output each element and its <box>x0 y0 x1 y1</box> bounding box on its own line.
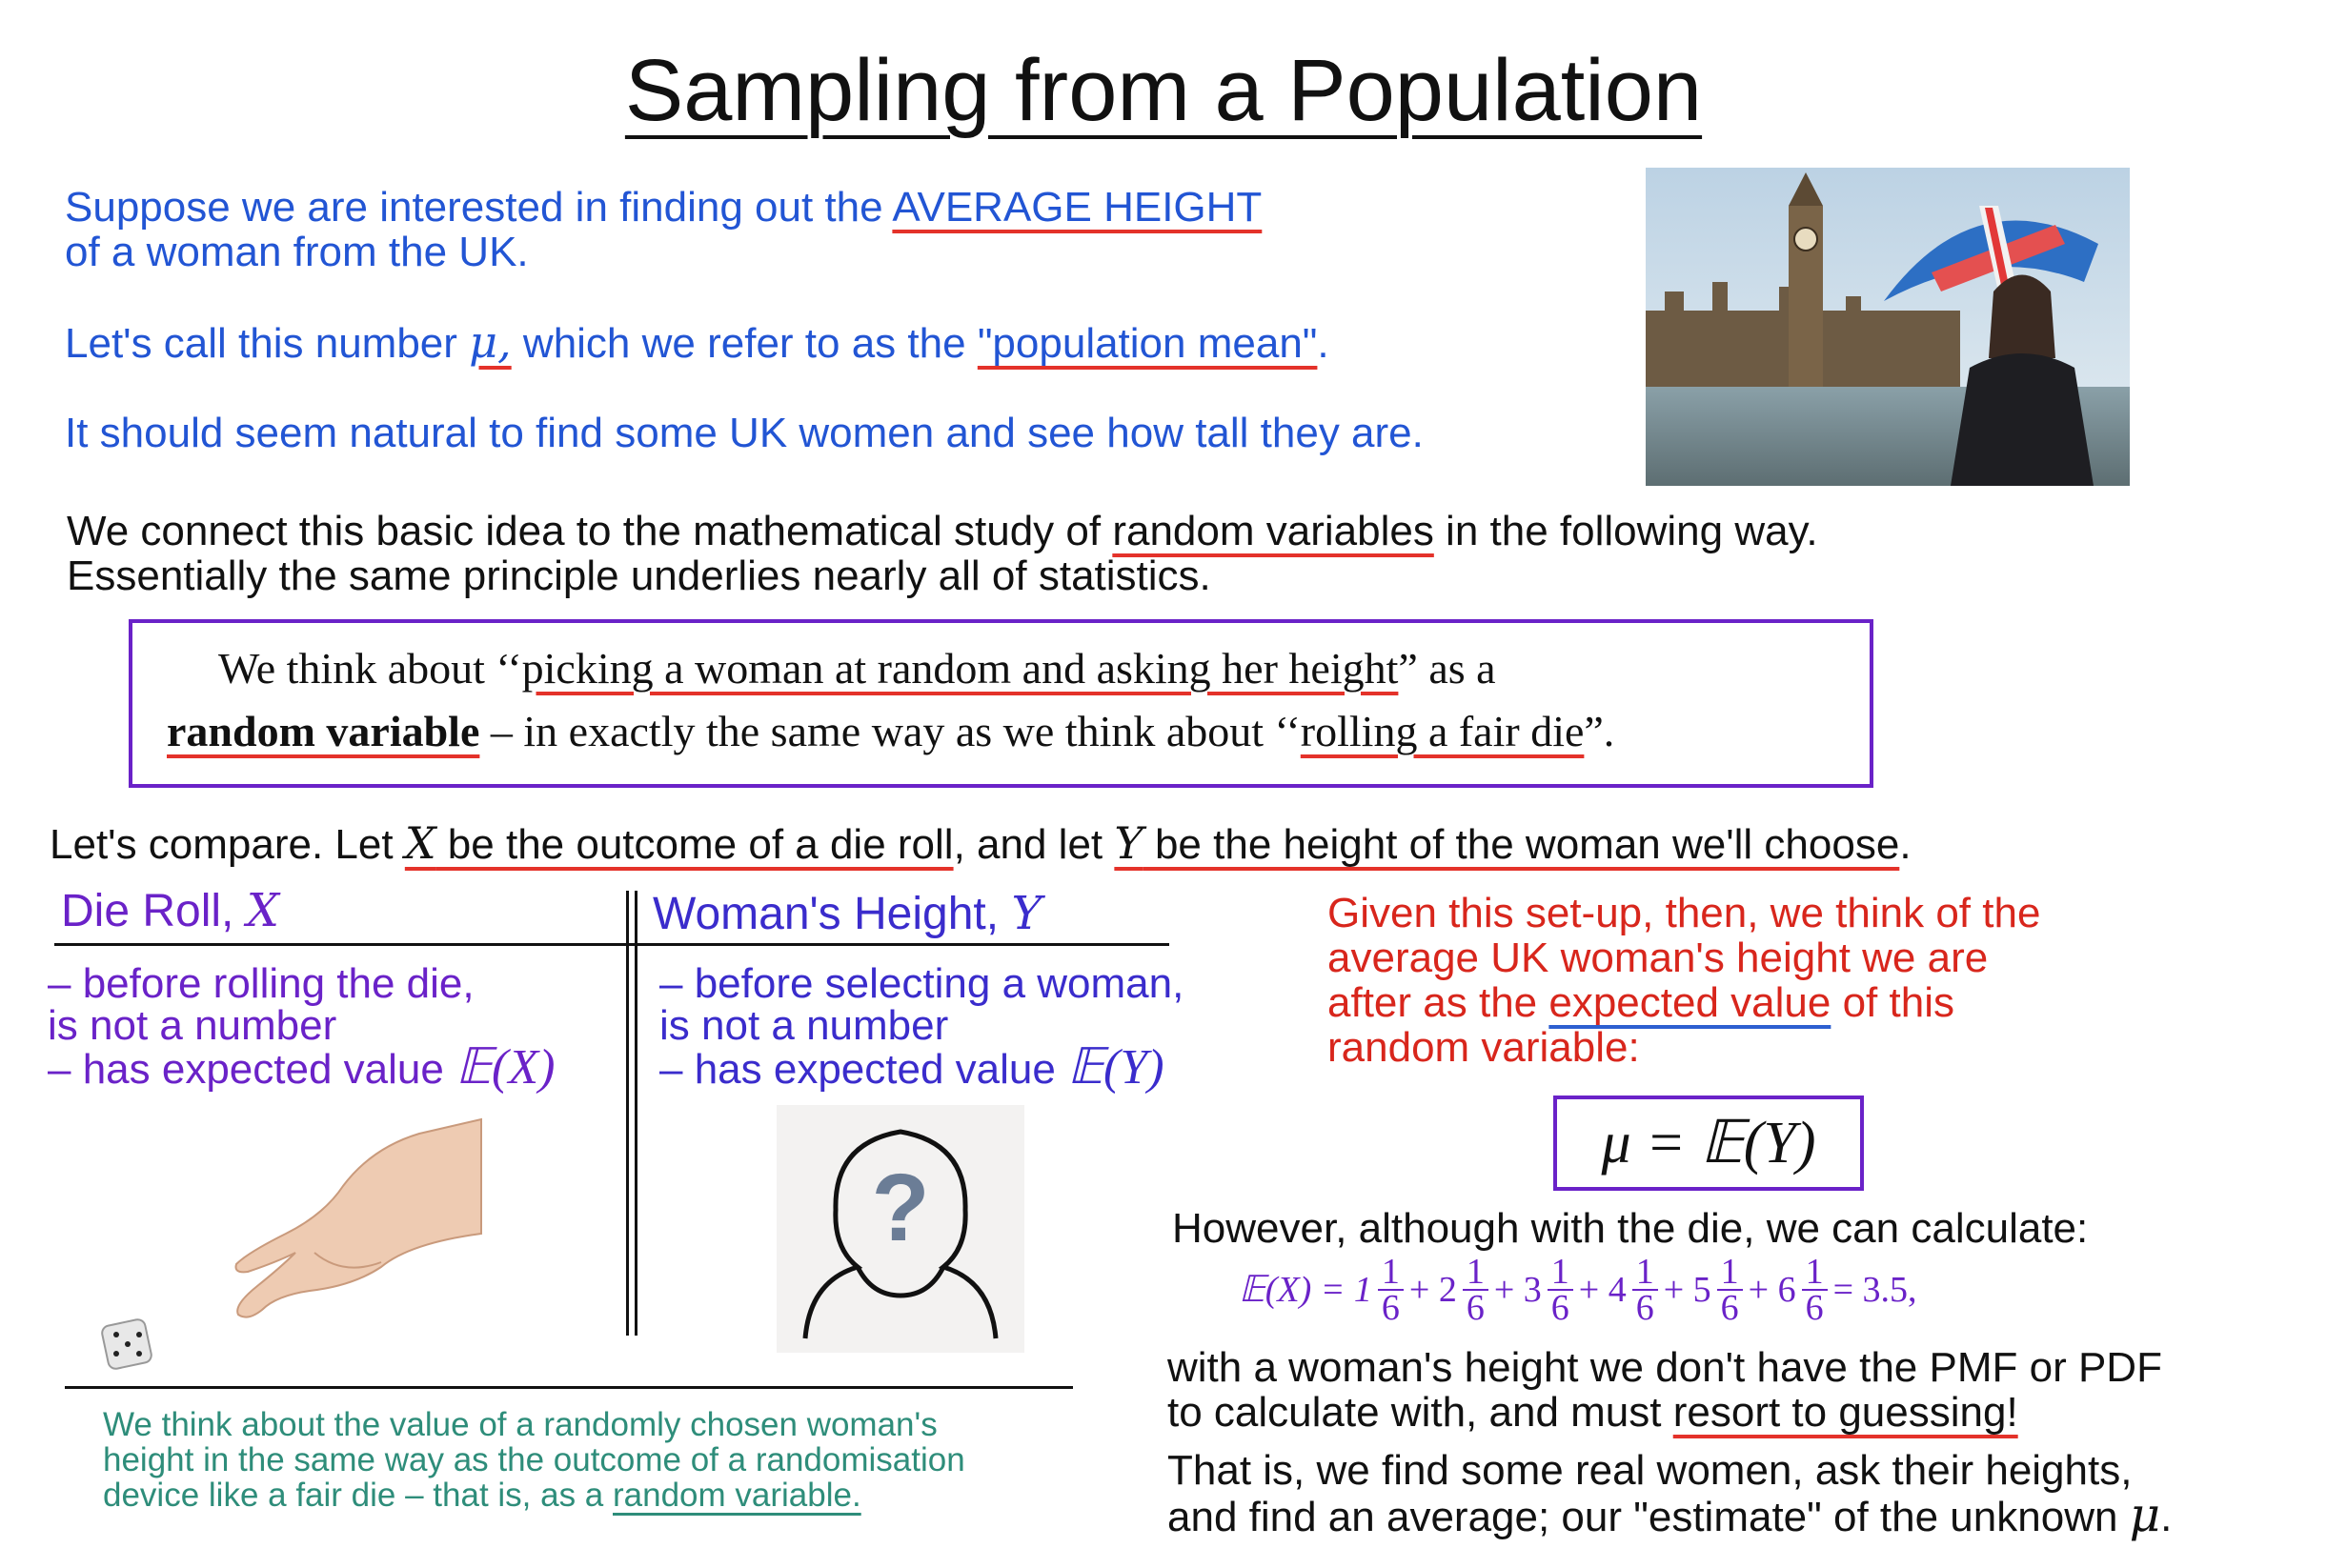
frac-6-6: $\frac{1}{6}$ <box>1802 1255 1828 1325</box>
hand-throwing-die <box>95 1110 496 1377</box>
average-height-highlight: AVERAGE HEIGHT <box>892 184 1263 231</box>
table-double-divider-b <box>635 891 637 1336</box>
population-mean-highlight: "population mean" <box>977 320 1318 367</box>
frac-5-6: $\frac{1}{6}$ <box>1717 1255 1743 1325</box>
rolling-die-highlight: rolling a fair die <box>1300 707 1585 755</box>
woman-silhouette-icon <box>777 1105 1024 1353</box>
frac-3-6: $\frac{1}{6}$ <box>1548 1255 1573 1325</box>
compare-line: Let's compare. Let X be the outcome of a die roll, and let Y be the height of the woman we'll choose. <box>50 817 1912 869</box>
random-variable-bold: random variable <box>167 707 480 755</box>
table-bottom-rule <box>65 1386 1073 1389</box>
die-roll-heading: Die Roll, X <box>61 884 279 937</box>
page-title: Sampling from a Population <box>624 42 1703 139</box>
however-line-5: and find an average; our "estimate" of the unknown μ. <box>1167 1487 2173 1542</box>
frac-4-6: $\frac{1}{6}$ <box>1632 1255 1658 1325</box>
london-umbrella-image <box>1646 168 2130 486</box>
expected-value-highlight: expected value <box>1548 979 1831 1026</box>
y-definition-highlight: Y be the height of the woman we'll choose <box>1114 817 1900 869</box>
mu-symbol: μ, <box>469 316 512 368</box>
right-line-2: is not a number <box>659 1002 949 1049</box>
however-line-2: with a woman's height we don't have the PMF or PDF <box>1167 1344 2162 1391</box>
however-line-3: to calculate with, and must resort to guessing! <box>1167 1389 2018 1436</box>
right-line-1: – before selecting a woman, <box>659 960 1184 1007</box>
given-line-3: after as the expected value of this <box>1327 979 1954 1026</box>
table-double-divider-a <box>626 891 629 1336</box>
ey-expected-value: 𝔼(Y) <box>1067 1040 1164 1095</box>
die-icon <box>101 1318 153 1371</box>
intro-line-4: It should seem natural to find some UK women and see how tall they are. <box>65 410 1424 456</box>
mu-formula-box <box>1553 1096 1864 1191</box>
footer-line-1: We think about the value of a randomly chosen woman's <box>103 1406 938 1443</box>
intro-line-3: Let's call this number μ, which we refer to as the "population mean". <box>65 316 1329 368</box>
left-line-2: is not a number <box>48 1002 337 1049</box>
left-line-3: – has expected value 𝔼(X) <box>48 1040 556 1095</box>
x-definition-highlight: X be the outcome of a die roll <box>404 817 954 869</box>
ex-expected-value: 𝔼(X) <box>455 1040 556 1095</box>
resort-to-guessing-highlight: resort to guessing! <box>1672 1389 2018 1436</box>
mu-formula: μ = 𝔼(Y) <box>1601 1111 1816 1176</box>
intro-line-2: of a woman from the UK. <box>65 229 529 275</box>
table-header-rule <box>54 943 1169 946</box>
question-mark: ? <box>871 1155 930 1261</box>
footer-line-2: height in the same way as the outcome of a randomisation <box>103 1441 965 1478</box>
however-line-1: However, although with the die, we can calculate: <box>1172 1205 2089 1252</box>
photo-london-umbrella <box>1646 168 2130 486</box>
womans-height-heading: Woman's Height, Y <box>653 887 1042 940</box>
box-line-2: random variable – in exactly the same way as we think about ‘‘rolling a fair die”. <box>167 707 1615 755</box>
picking-woman-highlight: picking a woman at random and asking her height <box>521 644 1399 693</box>
connect-line-1: We connect this basic idea to the mathematical study of random variables in the following way. <box>67 508 1818 554</box>
given-line-1: Given this set-up, then, we think of the <box>1327 890 2041 936</box>
given-line-2: average UK woman's height we are <box>1327 935 1989 981</box>
left-line-1: – before rolling the die, <box>48 960 475 1007</box>
right-line-3: – has expected value 𝔼(Y) <box>659 1040 1164 1095</box>
however-line-4: That is, we find some real women, ask their heights, <box>1167 1447 2133 1494</box>
connect-line-2: Essentially the same principle underlies nearly all of statistics. <box>67 553 1211 599</box>
frac-2-6: $\frac{1}{6}$ <box>1463 1255 1488 1325</box>
frac-1-6: $\frac{1}{6}$ <box>1378 1255 1404 1325</box>
footer-line-3: device like a fair die – that is, as a random variable. <box>103 1477 861 1514</box>
hand-die-image <box>95 1110 496 1377</box>
expected-value-equation: 𝔼(X) = 1 $\frac{1}{6}$ + 2 $\frac{1}{6}$ + 3 $\frac{1}{6}$ + 4 $\frac{1}{6}$ + 5 $\frac{1}{6}$ + 6 $\frac{1}{6}$ = 3.5, <box>1239 1252 1917 1328</box>
intro-line-1: Suppose we are interested in finding out the AVERAGE HEIGHT <box>65 184 1263 231</box>
box-line-1: We think about ‘‘picking a woman at random and asking her height” as a <box>218 644 1496 693</box>
definition-box <box>129 619 1873 788</box>
random-variable-link: random variable. <box>613 1477 861 1514</box>
given-line-4: random variable: <box>1327 1024 1640 1071</box>
random-variables-highlight: random variables <box>1112 508 1434 554</box>
